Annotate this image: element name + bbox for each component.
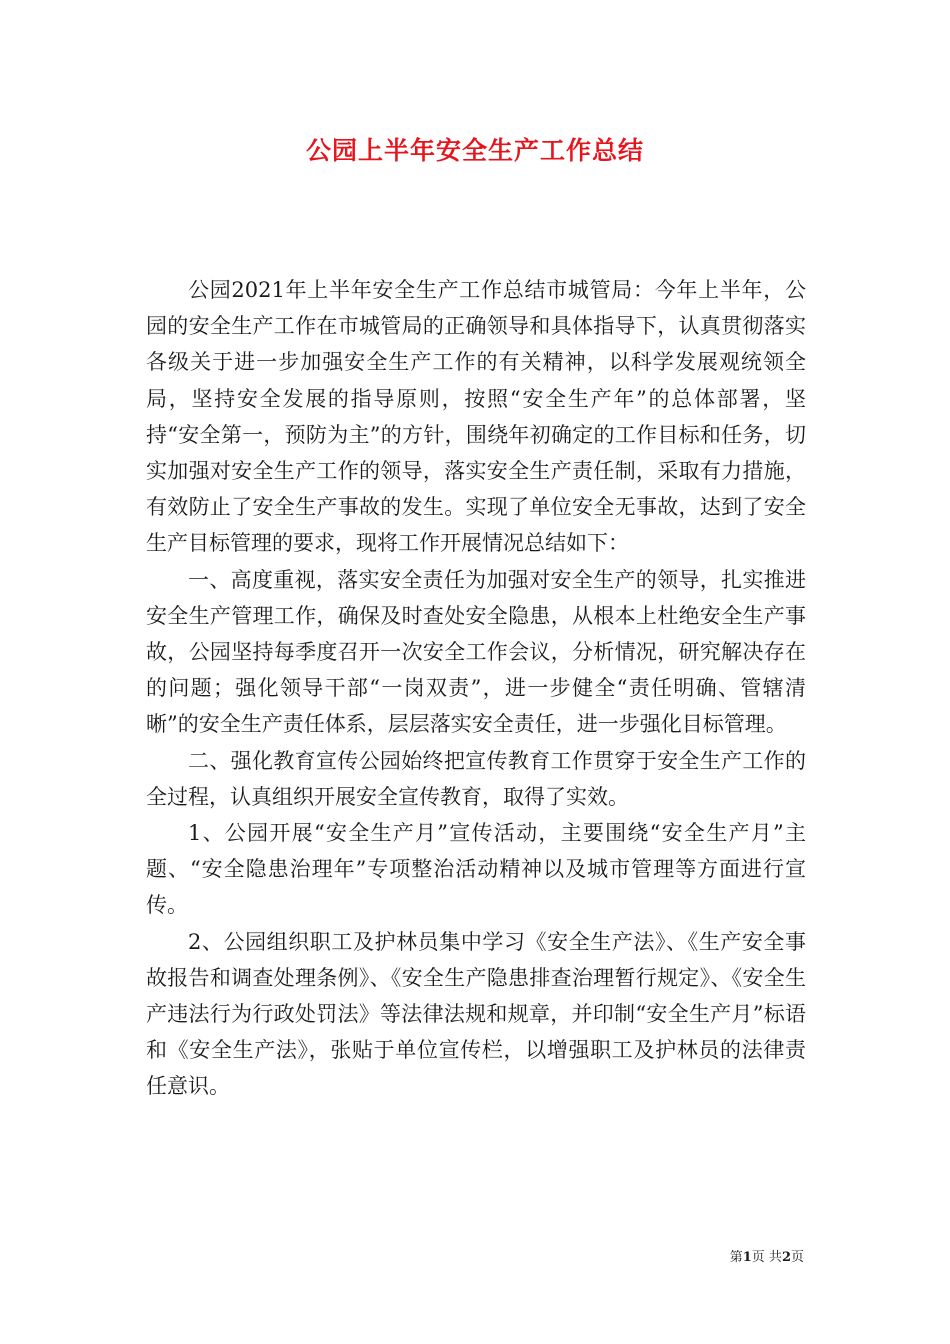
footer-prefix: 第 bbox=[729, 1250, 743, 1265]
document-body bbox=[146, 272, 806, 1105]
paragraph-intro: 公园2021年上半年安全生产工作总结市城管局：今年上半年，公园的安全生产工作在市城管局的正确领导和具体指导下，认真贯彻落实各级关于进一步加强安全生产工作的有关精神，以科学发展观统领全局，坚持安全发展的指导原则，按照“安全生产年”的总体部署，坚持“安全第一，预防为主”的方针，围绕年初确定的工作目标和任务，切实加强对安全生产工作的领导，落实安全生产责任制，采取有力措施，有效防止了安全生产事故的发生。实现了单位安全无事故，达到了安全生产目标管理的要求，现将工作开展情况总结如下： bbox=[146, 278, 806, 556]
footer-middle: 页 共 bbox=[751, 1250, 782, 1265]
footer-current-page: 1 bbox=[742, 1250, 752, 1265]
paragraph-section-2: 二、强化教育宣传公园始终把宣传教育工作贯穿于安全生产工作的全过程，认真组织开展安全宣传教育，取得了实效。 bbox=[146, 748, 806, 809]
document-title: 公园上半年安全生产工作总结 bbox=[305, 136, 644, 165]
footer-total-pages: 2 bbox=[781, 1250, 791, 1265]
paragraph-item-2: 2、公园组织职工及护林员集中学习《安全生产法》、《生产安全事故报告和调查处理条例》、《安全生产隐患排查治理暂行规定》、《安全生产违法行为行政处罚法》等法律法规和规章，并印制“安全生产月”标语和《安全生产法》，张贴于单位宣传栏，以增强职工及护林员的法律责任意识。 bbox=[146, 929, 806, 1099]
paragraph-item-1: 1、公园开展“安全生产月”宣传活动，主要围绕“安全生产月”主题、“安全隐患治理年”专项整治活动精神以及城市管理等方面进行宣传。 bbox=[146, 821, 806, 918]
footer-suffix: 页 bbox=[790, 1250, 804, 1265]
page-footer bbox=[730, 1249, 804, 1267]
paragraph-section-1: 一、高度重视，落实安全责任为加强对安全生产的领导，扎实推进安全生产管理工作，确保及时查处安全隐患，从根本上杜绝安全生产事故，公园坚持每季度召开一次安全工作会议，分析情况，研究解决存在的问题；强化领导干部“一岗双责”，进一步健全“责任明确、管辖清晰”的安全生产责任体系，层层落实安全责任，进一步强化目标管理。 bbox=[146, 567, 806, 737]
